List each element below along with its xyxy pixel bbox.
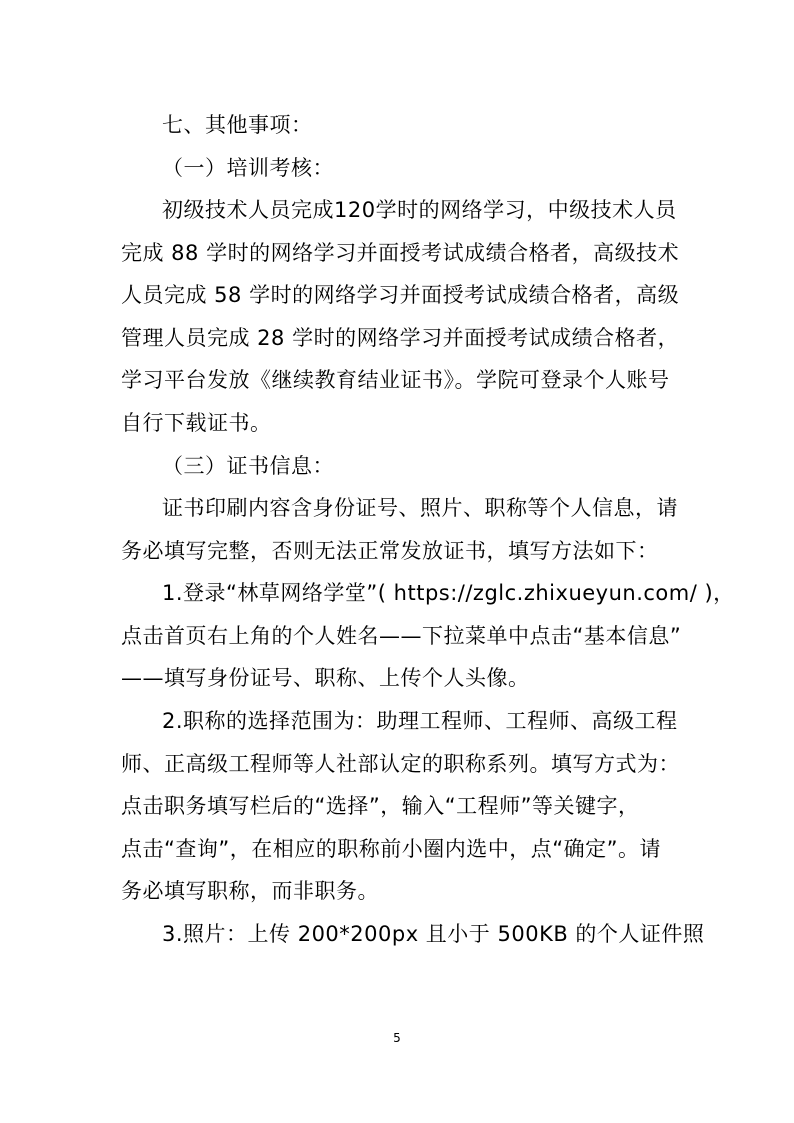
paragraph-line: 点击“查询”，在相应的职称前小圈内选中，点“确定”。请 xyxy=(121,837,662,861)
section-heading-other-matters: 七、其他事项： xyxy=(162,113,313,137)
paragraph-line: 完成 88 学时的网络学习并面授考试成绩合格者，高级技术 xyxy=(121,241,680,265)
paragraph-line: 务必填写职称，而非职务。 xyxy=(121,879,379,903)
paragraph-line: 点击首页右上角的个人姓名——下拉菜单中点击“基本信息” xyxy=(121,624,682,648)
subheading-training-assessment: （一）培训考核： xyxy=(162,156,334,180)
paragraph-line: 3.照片：上传 200*200px 且小于 500KB 的个人证件照 xyxy=(162,922,705,946)
paragraph-line: ——填写身份证号、职称、上传个人头像。 xyxy=(121,666,530,690)
paragraph-line: 2.职称的选择范围为：助理工程师、工程师、高级工程 xyxy=(162,709,678,733)
paragraph-line: 自行下载证书。 xyxy=(121,411,272,435)
subheading-certificate-info: （三）证书信息： xyxy=(162,454,334,478)
paragraph-line: 务必填写完整，否则无法正常发放证书，填写方法如下： xyxy=(121,539,659,563)
paragraph-line: 证书印刷内容含身份证号、照片、职称等个人信息，请 xyxy=(162,496,678,520)
paragraph-line: 人员完成 58 学时的网络学习并面授考试成绩合格者，高级 xyxy=(121,283,680,307)
paragraph-line: 点击职务填写栏后的“选择”，输入“工程师”等关键字， xyxy=(121,794,640,818)
paragraph-line: 管理人员完成 28 学时的网络学习并面授考试成绩合格者， xyxy=(121,326,680,350)
paragraph-line: 师、正高级工程师等人社部认定的职称系列。填写方式为： xyxy=(121,752,680,776)
page-number: 5 xyxy=(393,1031,401,1045)
paragraph-line: 学习平台发放《继续教育结业证书》。学院可登录个人账号 xyxy=(121,368,670,392)
paragraph-line: 1.登录“林草网络学堂”( https://zglc.zhixueyun.com/ )， xyxy=(162,581,735,605)
paragraph-line: 初级技术人员完成120学时的网络学习，中级技术人员 xyxy=(162,198,677,222)
